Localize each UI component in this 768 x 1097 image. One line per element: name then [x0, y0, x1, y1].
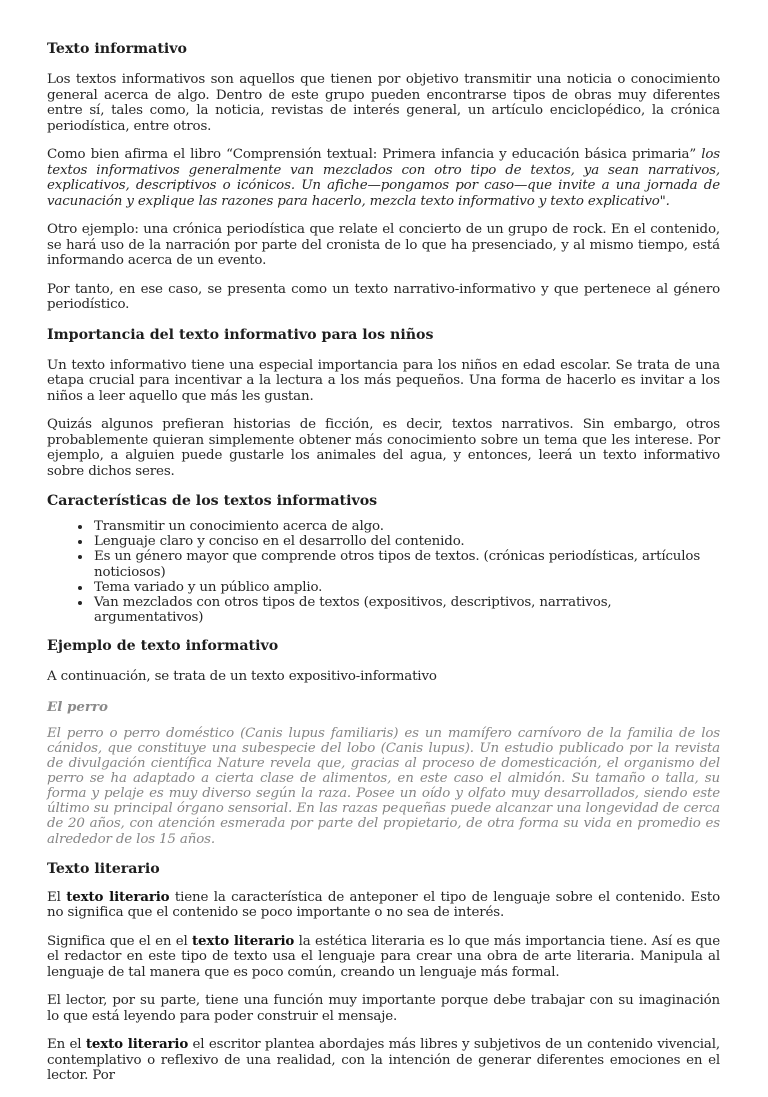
- paragraph-otro-ejemplo: Otro ejemplo: una crónica periodística que relate el concierto de un grupo de rock. En el contenido, se hará uso de la narración por parte del cronista de lo que ha presenciado, y al mismo tiempo, está informando acerca de un evento.: [47, 222, 720, 268]
- term-texto-literario: texto literario: [192, 932, 295, 949]
- text-segment: En el: [47, 1037, 86, 1053]
- list-item: • Lenguaje claro y conciso en el desarrollo del contenido.: [92, 534, 720, 549]
- document-page: [47, 40, 720, 1097]
- text-segment: Significa que el en el: [47, 933, 193, 949]
- paragraph-literario-2: [47, 934, 720, 981]
- text-segment: tiene la característica de anteponer el tipo de lenguaje sobre el contenido. Esto no significa que el contenido se poco importante o no sea de interés.: [47, 889, 720, 921]
- heading-caracteristicas: Características de los textos informativos: [47, 493, 378, 509]
- paragraph-definicion: Los textos informativos son aquellos que tienen por objetivo transmitir una noticia o conocimiento general acerca de algo. Dentro de este grupo pueden encontrarse tipos de obras muy diferentes entre sí, tales como, la noticia, revistas de interés general, un artículo enciclopédico, la crónica periodística, entre otros.: [47, 72, 720, 134]
- paragraph-quizas: Quizás algunos prefieran historias de ficción, es decir, textos narrativos. Sin embargo, otros probablemente quieran simplemente obtener más conocimiento sobre un tema que les interese. Por ejemplo, a alguien puede gustarle los animales del agua, y entonces, leerá un texto informativo sobre dichos seres.: [47, 417, 720, 479]
- caracteristicas-list: [47, 519, 720, 625]
- text-segment: el escritor plantea abordajes más libres y subjetivos de un contenido vivencial, contemplativo o reflexivo de una realidad, con la intención de generar diferentes emociones en el lector. Por: [47, 1037, 720, 1084]
- heading-importancia: Importancia del texto informativo para los niños: [47, 326, 434, 343]
- paragraph-literario-3: [47, 1037, 720, 1084]
- list-item: • Transmitir un conocimiento acerca de algo.: [92, 519, 720, 534]
- text-segment: la estética literaria es lo que más importancia tiene. Así es que el redactor en este tipo de texto usa el lenguaje para crear una obra de arte literaria. Manipula al lenguaje de tal manera que es poco común, creando un lenguaje más formal.: [47, 933, 720, 980]
- paragraph-cita-libro: [47, 147, 720, 209]
- heading-ejemplo: Ejemplo de texto informativo: [47, 638, 279, 655]
- example-title: El perro: [47, 698, 108, 715]
- list-item: • Tema variado y un público amplio.: [92, 580, 720, 595]
- heading-texto-literario: Texto literario: [47, 860, 160, 877]
- term-texto-literario: texto literario: [66, 888, 170, 905]
- paragraph-importancia: Un texto informativo tiene una especial importancia para los niños en edad escolar. Se trata de una etapa crucial para incentivar a la lectura a los más pequeños. Una forma de hacerlo es invitar a los niños a leer aquello que más les gustan.: [47, 357, 720, 404]
- paragraph-por-tanto: Por tanto, en ese caso, se presenta como un texto narrativo-informativo y que pertenece al género periodístico.: [47, 281, 720, 312]
- paragraph-lector: El lector, por su parte, tiene una función muy importante porque debe trabajar con su imaginación lo que está leyendo para poder construir el mensaje.: [47, 993, 720, 1024]
- term-texto-literario: texto literario: [85, 1036, 189, 1053]
- list-item: • Es un género mayor que comprende otros tipos de textos. (crónicas periodísticas, artículos noticiosos): [92, 549, 720, 579]
- paragraph-literario-1: [47, 890, 720, 921]
- heading-texto-informativo: Texto informativo: [47, 41, 187, 57]
- paragraph-cita-italic: los textos informativos generalmente van mezclados con otro tipo de textos, ya sean narrativos, explicativos, descriptivos o icónicos. Un afiche—pongamos por caso—que invite a una jornada de vacunación y explique las razones para hacerlo, mezcla texto informativo y texto explicativo".: [47, 147, 720, 209]
- paragraph-cita-lead: Como bien afirma el libro “Comprensión textual: Primera infancia y educación básica primaria”: [47, 147, 702, 162]
- example-body: El perro o perro doméstico (Canis lupus familiaris) es un mamífero carnívoro de la familia de los cánidos, que constituye una subespecie del lobo (Canis lupus). Un estudio publicado por la revista de divulgación científica Nature revela que, gracias al proceso de domesticación, el organismo del perro se ha adaptado a cierta clase de alimentos, en este caso el almidón. Su tamaño o talla, su forma y pelaje es muy diverso según la raza. Posee un oído y olfato muy desarrollados, siendo este último su principal órgano sensorial. En las razas pequeñas puede alcanzar una longevidad de cerca de 20 años, con atención esmerada por parte del propietario, de otra forma su vida en promedio es alrededor de los 15 años.: [47, 725, 720, 847]
- text-segment: El: [47, 889, 67, 905]
- list-item: • Van mezclados con otros tipos de textos (expositivos, descriptivos, narrativos, argumentativos): [92, 595, 720, 625]
- paragraph-a-continuacion: A continuación, se trata de un texto expositivo-informativo: [47, 669, 437, 685]
